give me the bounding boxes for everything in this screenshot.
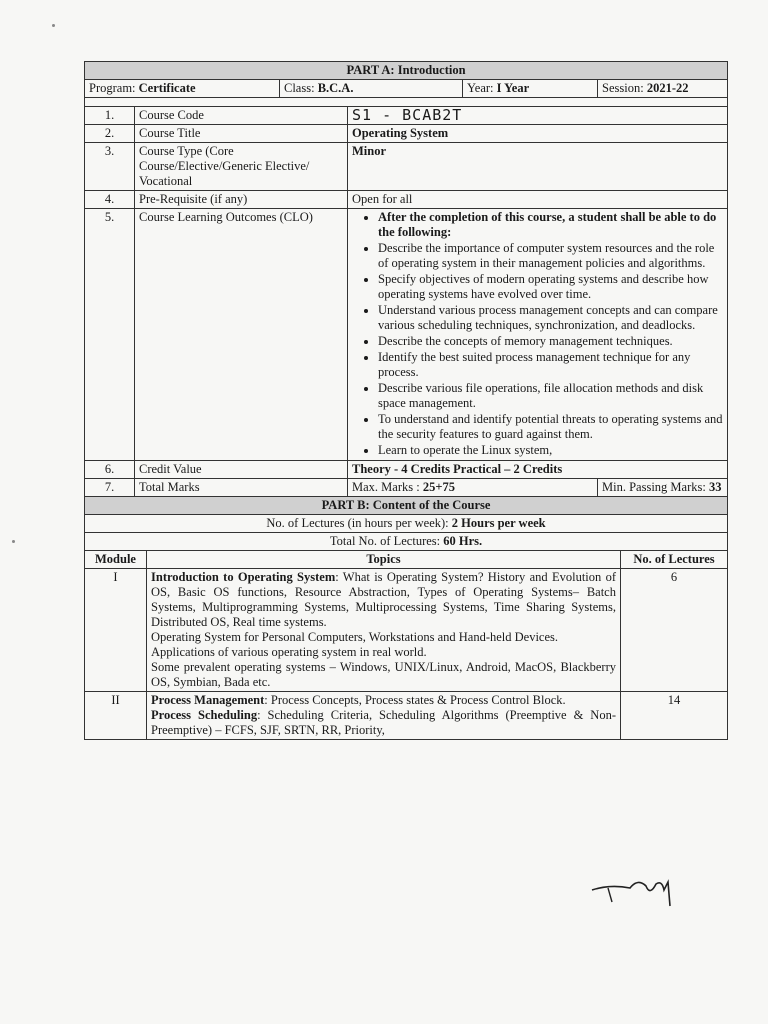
list-item: • Learn to operate the Linux system, (378, 443, 723, 458)
table-row: II Process Management: Process Concepts, Process states & Process Control Block. Process Scheduling: Scheduling Criteria, Scheduling Algorithms (Preemptive & Non- Preemptive) – FCFS, SJF, SRTN, RR, Priority, 14 (85, 692, 728, 740)
module-table-header: Module Topics No. of Lectures (85, 551, 728, 569)
list-item: • To understand and identify potential threats to operating systems and the security features to guard against them. (378, 412, 723, 442)
prerequisite-row: 4. Pre-Requisite (if any) Open for all (85, 191, 728, 209)
course-type-row: 3. Course Type (Core Course/Elective/Generic Elective/ Vocational Minor (85, 143, 728, 191)
list-item: • Understand various process management concepts and can compare various scheduling techniques, synchronization, and deadlocks. (378, 303, 723, 333)
class-value: B.C.A. (317, 81, 354, 95)
max-marks-value: 25+75 (422, 480, 455, 494)
syllabus-page (84, 61, 727, 740)
list-item: • Describe the importance of computer system resources and the role of operating system in their management policies and algorithms. (378, 241, 723, 271)
course-code-value: S1 - BCAB2T (348, 107, 728, 125)
clo-list-cell (348, 209, 728, 461)
prerequisite-value: Open for all (348, 191, 728, 209)
list-item: • Describe various file operations, file allocation methods and disk space management. (378, 381, 723, 411)
clo-list (352, 210, 723, 458)
session-value: 2021-22 (646, 81, 689, 95)
module-table (84, 550, 728, 740)
total-marks-row: 7. Total Marks Max. Marks : 25+75 Min. Passing Marks: 33 (85, 479, 728, 497)
table-row: I Introduction to Operating System: What is Operating System? History and Evolution of OS, Basic OS functions, Resource Abstraction, Types of Operating Systems– Batch Systems, Multiprogramming Systems, Multiprocessing Systems, Time Sharing Systems, Distributed OS, Real time systems. Operating System for Personal Computers, Workstations and Hand-held Devices. Applications of various operating system in real world. Some prevalent operating systems – Windows, UNIX/Linux, Android, MacOS, Blackberry OS, Symbian, Bada etc. 6 (85, 569, 728, 692)
scan-speck (52, 24, 55, 27)
program-value: Certificate (138, 81, 196, 95)
min-marks-value: 33 (708, 480, 722, 494)
part-a-heading: PART A: Introduction (85, 62, 728, 80)
lectures-per-week-row: No. of Lectures (in hours per week): 2 Hours per week (85, 515, 728, 533)
course-type-value: Minor (348, 143, 728, 191)
course-title-value: Operating System (348, 125, 728, 143)
course-title-row: 2. Course Title Operating System (85, 125, 728, 143)
signature (590, 872, 690, 912)
program-row: Program: Certificate Class: B.C.A. Year: I Year Session: 2021-22 (85, 80, 728, 98)
credit-value: Theory - 4 Credits Practical – 2 Credits (348, 461, 728, 479)
credit-row: 6. Credit Value Theory - 4 Credits Practical – 2 Credits (85, 461, 728, 479)
list-item: • Describe the concepts of memory management techniques. (378, 334, 723, 349)
syllabus-table (84, 61, 728, 551)
list-item: • After the completion of this course, a student shall be able to do the following: (378, 210, 723, 240)
clo-row: 5. Course Learning Outcomes (CLO) • After the completion of this course, a student shall be able to do the following: • Describe the importance of computer system resources and the role of operating system in their management policies and algorithms. • Specify objectives of modern operating systems and describe how operating systems have evolved over time. • Understand various process management concepts and can compare various scheduling techniques, synchronization, and deadlocks. • Describe the concepts of memory management techniques. • Identify the best suited process management technique for any process. • Describe various file operations, file allocation methods and disk space management. • To understand and identify potential threats to operating systems and the security features to guard against them. • Learn to operate the Linux system, (85, 209, 728, 461)
list-item: • Specify objectives of modern operating systems and describe how operating systems have evolved over time. (378, 272, 723, 302)
list-item: • Identify the best suited process management technique for any process. (378, 350, 723, 380)
total-lectures-row: Total No. of Lectures: 60 Hrs. (85, 533, 728, 551)
year-value: I Year (496, 81, 530, 95)
scan-speck (12, 540, 15, 543)
part-b-heading: PART B: Content of the Course (85, 497, 728, 515)
course-code-row: 1. Course Code S1 - BCAB2T (85, 107, 728, 125)
